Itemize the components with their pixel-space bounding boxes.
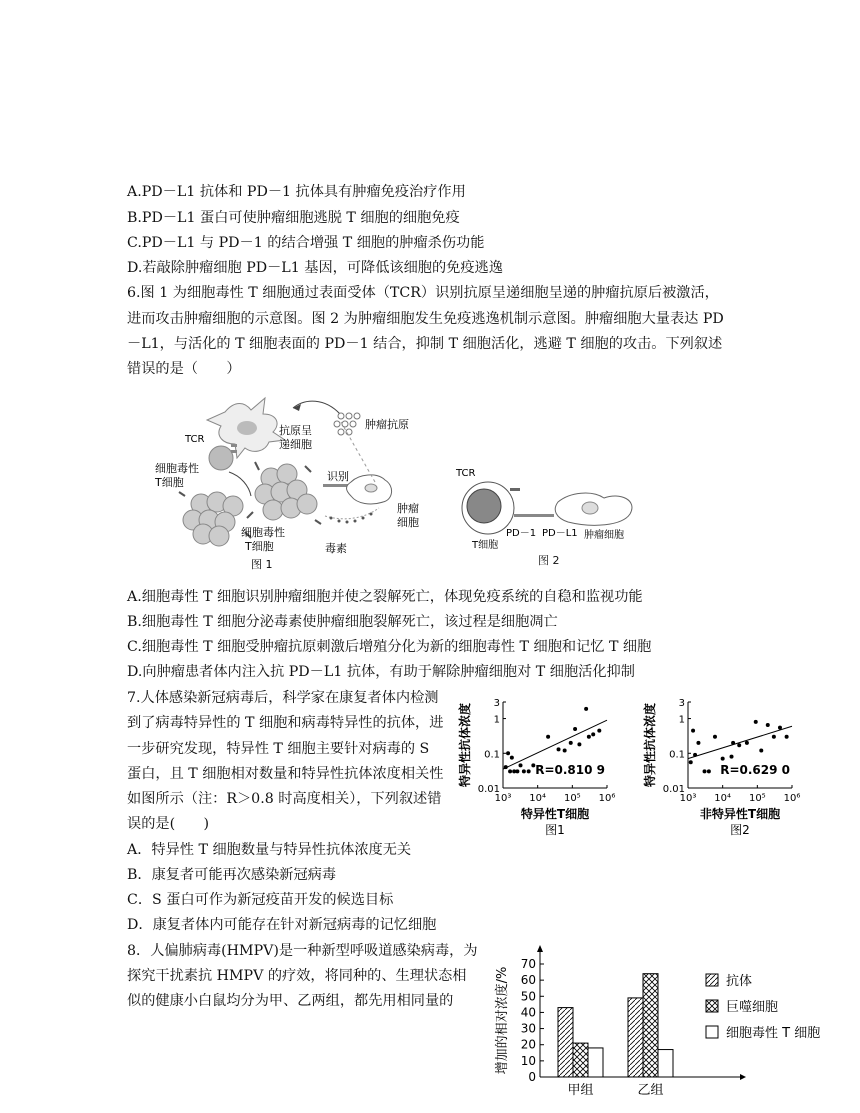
t-cell-cluster-left [183,492,243,546]
label-recognize: 识别 [327,470,349,483]
data-point [522,769,526,773]
figure-1-caption: 图 1 [251,558,273,571]
label-apc-2: 递细胞 [279,438,312,451]
q7-option-b: B．康复者可能再次感染新冠病毒 [127,867,337,883]
data-point [785,735,789,739]
q6-option-a: A.细胞毒性 T 细胞识别肿瘤细胞并使之裂解死亡，体现免疫系统的自稳和监视功能 [127,589,643,605]
q6-stem-line: 6.图 1 为细胞毒性 T 细胞通过表面受体（TCR）识别抗原呈递细胞呈递的肿瘤抗原后被激活， [127,285,719,301]
q7-option-a: A．特异性 T 细胞数量与特异性抗体浓度无关 [127,842,412,858]
data-point [696,741,700,745]
q7-stem-line: 如图所示（注：R＞0.8 时高度相关），下列叙述错 [127,791,442,807]
category-label: 甲组 [567,1083,594,1098]
x-tick-label: 10³ [679,793,697,804]
t-cell-cluster-right [255,464,317,520]
x-tick-label: 10³ [494,793,512,804]
bar-chart [490,940,840,1108]
q7-stem-line: 到了病毒特异性的 T 细胞和病毒特异性的抗体，进 [127,715,444,731]
data-point [591,732,595,736]
bar-cross [573,1043,588,1077]
data-point [510,756,514,760]
figure-2-caption-text: 图 2 [538,554,560,567]
data-point [745,741,749,745]
y-tick-label: 0.1 [484,749,500,761]
data-point [597,729,601,733]
pd1-pdl1-bond [514,514,554,517]
x-tick-label: 10⁴ [529,793,547,804]
data-point [707,769,711,773]
tumor-antigen-dots [334,413,360,435]
data-point [577,742,581,746]
data-point [573,727,577,731]
figure-2 [452,462,652,554]
x-tick-label: 10⁵ [563,793,581,804]
category-label: 乙组 [637,1083,664,1098]
label-tumor-2: 细胞 [397,516,419,529]
q7-stem-line: 7.人体感染新冠病毒后，科学家在康复者体内检测 [127,690,439,706]
label-tumor: 肿瘤细胞 [584,530,624,541]
bar-blank [658,1050,673,1077]
scatter-chart-2 [640,692,820,844]
legend-swatch [706,1000,718,1012]
y-tick-label: 10 [520,1053,536,1068]
y-tick-label: 3 [678,698,685,709]
q5-option-b: B.PD－L1 蛋白可使肿瘤细胞逃脱 T 细胞的细胞免疫 [127,210,460,226]
fit-line [688,726,792,758]
legend-swatch [706,1026,718,1038]
label-tumor-1: 肿瘤 [397,502,419,515]
q6-stem-line: 错误的是（ ） [127,361,241,377]
label-t-cell: T细胞 [472,540,499,551]
data-point [557,747,561,751]
data-point [754,720,758,724]
y-tick-label: 60 [520,973,536,988]
y-tick-label: 0.01 [662,784,685,795]
data-point [689,760,693,764]
y-axis-label: 特异性抗体浓度 [458,702,472,788]
data-point [506,751,510,755]
chart-caption: 图2 [730,823,750,837]
chart-caption: 图1 [545,823,565,837]
y-axis-label: 特异性抗体浓度 [643,702,657,788]
x-tick-label: 10⁶ [598,793,616,804]
q7-option-d: D．康复者体内可能存在针对新冠病毒的记忆细胞 [127,917,437,933]
bar-cross [643,974,658,1077]
antigen-arrow [293,401,340,414]
q6-option-b: B.细胞毒性 T 细胞分泌毒素使肿瘤细胞裂解死亡，该过程是细胞凋亡 [127,614,558,630]
data-point [515,769,519,773]
y-tick-label: 0 [528,1070,536,1084]
y-tick-label: 0.01 [477,784,500,795]
data-point [721,757,725,761]
t-cell-nucleus [467,489,501,523]
label-ctl-1b: T细胞 [155,476,184,489]
x-tick-label: 10⁵ [748,793,766,804]
q6-option-c: C.细胞毒性 T 细胞受肿瘤抗原刺激后增殖分化为新的细胞毒性 T 细胞和记忆 T 细胞 [127,639,652,655]
y-axis-label: 增加的相对浓度/% [495,966,510,1075]
label-pd1: PD－1 [506,528,537,539]
q7-stem-line: 蛋白，且 T 细胞相对数量和特异性抗体浓度相关性 [127,766,444,782]
scatter-chart-1 [455,692,635,844]
q6-option-d: D.向肿瘤患者体内注入抗 PD－L1 抗体，有助于解除肿瘤细胞对 T 细胞活化抑制 [127,664,635,680]
data-point [569,741,573,745]
t-cell [209,446,233,470]
data-point [730,755,734,759]
data-point [766,723,770,727]
y-tick-label: 3 [493,698,500,709]
legend-label: 抗体 [726,974,753,989]
q5-option-c: C.PD－L1 与 PD－1 的结合增强 T 细胞的肿瘤杀伤功能 [127,235,485,251]
fit-line [503,720,607,769]
y-tick-label: 0.1 [669,749,685,761]
y-tick-label: 1 [493,714,500,726]
data-point [772,735,776,739]
data-point [759,749,763,753]
label-ctl-2a: 细胞毒性 [241,526,285,539]
x-axis-arrow [740,1074,746,1080]
data-point [584,707,588,711]
y-tick-label: 50 [520,989,536,1004]
label-ctl-1a: 细胞毒性 [155,462,199,475]
data-point [703,769,707,773]
toxin-dots [330,513,373,524]
data-point [778,726,782,730]
x-axis-label: 非特异性T细胞 [699,807,781,821]
apc-nucleus [237,421,257,435]
correlation-annotation: R=0.810 9 [535,763,605,777]
data-point [527,769,531,773]
y-tick-label: 40 [520,1005,536,1020]
y-tick-label: 20 [520,1037,536,1052]
x-axis-label: 特异性T细胞 [520,807,590,821]
q6-stem-line: 进而攻击肿瘤细胞的示意图。图 2 为肿瘤细胞发生免疫逃逸机制示意图。肿瘤细胞大量表达 PD [127,311,724,327]
y-tick-label: 70 [520,957,536,971]
x-tick-label: 10⁴ [714,793,732,804]
y-tick-label: 1 [678,714,685,726]
bar-blank [588,1048,603,1077]
q8-stem-line: 似的健康小白鼠均分为甲、乙两组，都先用相同量的 [127,993,454,1009]
label-antigen: 肿瘤抗原 [365,418,409,431]
q5-option-a: A.PD－L1 抗体和 PD－1 抗体具有肿瘤免疫治疗作用 [127,184,466,200]
y-tick-label: 30 [520,1021,536,1036]
label-apc-1: 抗原呈 [279,424,312,437]
data-point [587,735,591,739]
y-axis-arrow [537,945,543,952]
figure-1 [145,392,450,572]
q7-stem-line: 误的是( ) [127,816,210,832]
data-point [691,729,695,733]
q7-option-c: C．S 蛋白可作为新冠疫苗开发的候选目标 [127,892,394,908]
x-tick-label: 10⁶ [783,793,801,804]
bar-hatch [628,998,643,1077]
correlation-annotation: R=0.629 0 [720,763,790,777]
data-point [563,749,567,753]
data-point [713,735,717,739]
bar-hatch [558,1008,573,1077]
data-point [737,743,741,747]
label-toxin: 毒素 [325,542,347,555]
legend-label: 细胞毒性 T 细胞 [726,1026,821,1041]
legend-swatch [706,974,718,986]
label-pdl1: PD－L1 [542,528,578,539]
recognition-bond [323,484,349,487]
q8-stem-line: 8．人偏肺病毒(HMPV)是一种新型呼吸道感染病毒，为 [127,943,478,959]
label-tcr: TCR [456,468,476,479]
data-point [519,763,523,767]
label-ctl-2b: T细胞 [245,540,274,553]
q8-stem-line: 探究干扰素抗 HMPV 的疗效，将同种的、生理状态相 [127,968,467,984]
data-point [546,735,550,739]
q5-option-d: D.若敲除肿瘤细胞 PD－L1 基因，可降低该细胞的免疫逃逸 [127,260,503,276]
q7-stem-line: 一步研究发现，特异性 T 细胞主要针对病毒的 S [127,741,430,757]
legend-label: 巨噬细胞 [726,1000,779,1015]
data-point [508,769,512,773]
label-tcr: TCR [185,434,205,445]
q6-stem-line: －L1，与活化的 T 细胞表面的 PD－1 结合，抑制 T 细胞活化，逃避 T 细胞的攻击。下列叙述 [127,336,723,352]
